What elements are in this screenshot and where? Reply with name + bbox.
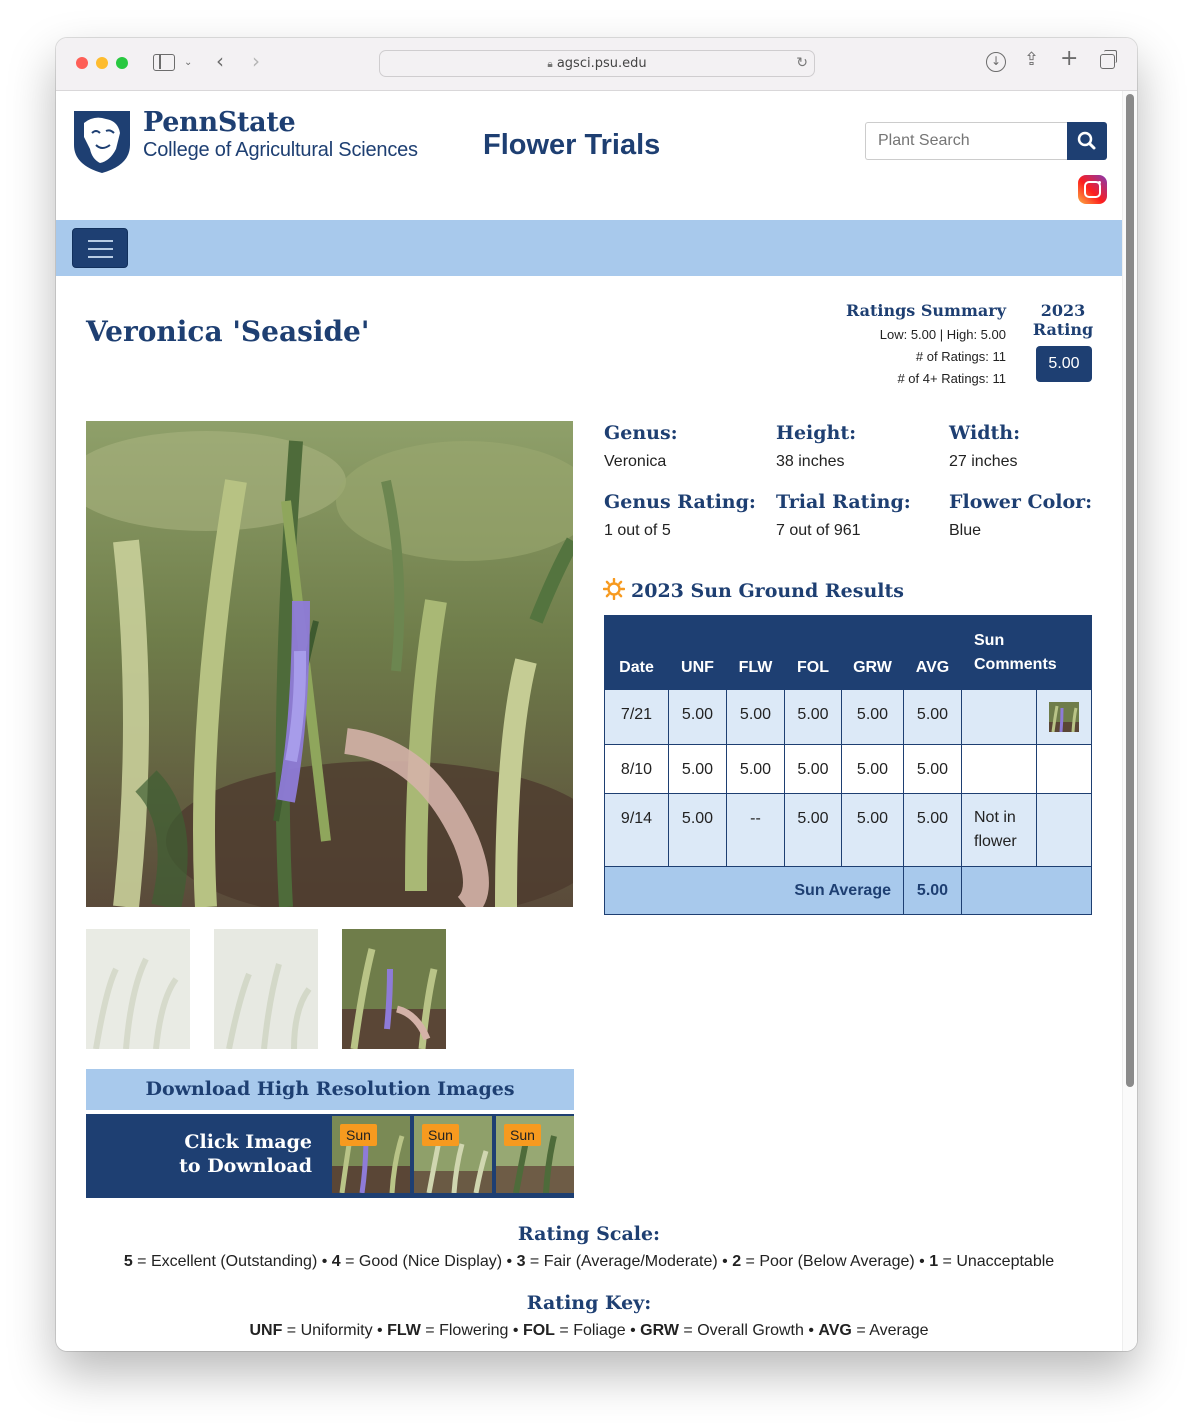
cell-comment — [962, 690, 1037, 745]
scale-desc: = Unacceptable — [938, 1253, 1055, 1270]
col-date: Date — [605, 616, 669, 690]
key-desc: = Average — [851, 1322, 929, 1339]
flower-color-label: Flower Color: — [949, 491, 1093, 513]
average-row — [605, 867, 1092, 915]
table-row — [605, 794, 1092, 867]
genus-value: Veronica — [604, 453, 667, 470]
download-image-3[interactable] — [496, 1116, 574, 1193]
table-row — [605, 745, 1092, 794]
key-abbr: AVG — [818, 1322, 852, 1339]
psu-logo[interactable] — [72, 109, 132, 175]
page-title: Veronica 'Seaside' — [86, 315, 370, 348]
reload-icon[interactable]: ↻ — [796, 55, 808, 71]
download-icon[interactable]: ↓ — [986, 52, 1006, 72]
width-value: 27 inches — [949, 453, 1018, 470]
average-value: 5.00 — [904, 867, 962, 915]
cell-avg: 5.00 — [904, 794, 962, 867]
scrollbar[interactable] — [1122, 91, 1137, 1351]
thumbnail-photo — [86, 929, 190, 1049]
year-rating-badge: 5.00 — [1036, 346, 1092, 382]
scale-desc: = Poor (Below Average) • — [741, 1253, 930, 1270]
browser-toolbar — [56, 38, 1137, 91]
cell-photo[interactable] — [1037, 690, 1092, 745]
site-title[interactable]: Flower Trials — [483, 129, 661, 161]
height-value: 38 inches — [776, 453, 845, 470]
cell-fol: 5.00 — [785, 794, 842, 867]
genus-rating-value: 1 out of 5 — [604, 522, 671, 539]
cell-avg: 5.00 — [904, 690, 962, 745]
cell-unf: 5.00 — [669, 745, 727, 794]
hamburger-bar — [88, 256, 113, 258]
cell-unf: 5.00 — [669, 690, 727, 745]
cell-comment — [962, 745, 1037, 794]
cell-photo — [1037, 794, 1092, 867]
key-desc: = Overall Growth • — [678, 1322, 819, 1339]
scale-key: 3 — [516, 1253, 526, 1270]
cell-flw: -- — [727, 794, 785, 867]
scale-key: 5 — [123, 1253, 133, 1270]
average-label: Sun Average — [605, 867, 904, 915]
cell-flw: 5.00 — [727, 745, 785, 794]
genus-label: Genus: — [604, 422, 678, 444]
zoom-window-button[interactable] — [116, 57, 128, 69]
average-empty — [962, 867, 1092, 915]
cell-grw: 5.00 — [842, 794, 904, 867]
lock-icon: 🔒︎ — [547, 59, 553, 70]
search-icon — [1067, 122, 1107, 160]
col-unf: UNF — [669, 616, 727, 690]
cell-photo — [1037, 745, 1092, 794]
col-comments-label: Comments — [974, 656, 1057, 673]
key-desc: = Flowering • — [420, 1322, 523, 1339]
back-arrow-icon[interactable]: ‹ — [216, 49, 224, 73]
chevron-down-icon[interactable]: ⌄ — [184, 57, 193, 68]
close-window-button[interactable] — [76, 57, 88, 69]
click-to-download-text — [86, 1114, 326, 1198]
key-desc: = Foliage • — [554, 1322, 641, 1339]
thumbnail-photo — [342, 929, 446, 1049]
hamburger-bar — [88, 248, 113, 250]
flower-photo — [86, 421, 573, 907]
year-rating-year: 2023 — [1040, 301, 1086, 320]
comment-line-2: flower — [974, 833, 1017, 850]
ratings-4plus-count: # of 4+ Ratings: 11 — [897, 371, 1006, 386]
year-rating-heading — [1028, 301, 1098, 339]
minimize-window-button[interactable] — [96, 57, 108, 69]
sun-results-title: 2023 Sun Ground Results — [631, 580, 904, 602]
sun-badge: Sun — [422, 1124, 459, 1146]
thumbnail-3-selected[interactable] — [342, 929, 446, 1049]
cell-date: 8/10 — [605, 745, 669, 794]
table-row — [605, 690, 1092, 745]
download-images-heading[interactable]: Download High Resolution Images — [86, 1069, 574, 1110]
scale-key: 2 — [732, 1253, 742, 1270]
scale-key: 1 — [929, 1253, 939, 1270]
sun-badge: Sun — [504, 1124, 541, 1146]
col-sun-comments — [962, 616, 1092, 690]
brand-name[interactable]: PennState — [143, 107, 296, 138]
forward-arrow-icon[interactable]: › — [252, 49, 260, 73]
shield-icon — [72, 109, 132, 175]
scrollbar-thumb[interactable] — [1126, 94, 1134, 1087]
cell-flw: 5.00 — [727, 690, 785, 745]
cell-unf: 5.00 — [669, 794, 727, 867]
search-button[interactable] — [1067, 122, 1107, 160]
col-sun-label: Sun — [974, 632, 1005, 649]
key-abbr: FOL — [522, 1322, 555, 1339]
share-icon[interactable]: ⇪ — [1024, 49, 1040, 70]
plant-search — [865, 122, 1107, 160]
new-tab-icon[interactable]: + — [1060, 46, 1079, 71]
trial-rating-label: Trial Rating: — [776, 491, 911, 513]
cell-date: 7/21 — [605, 690, 669, 745]
scale-key: 4 — [331, 1253, 341, 1270]
download-images-row — [86, 1114, 574, 1198]
rating-key-text — [56, 1322, 1122, 1340]
sun-icon — [603, 578, 625, 600]
sun-results-heading — [603, 575, 904, 602]
thumbnail-1[interactable] — [86, 929, 190, 1049]
scale-desc: = Excellent (Outstanding) • — [132, 1253, 332, 1270]
genus-rating-label: Genus Rating: — [604, 491, 756, 513]
row-photo-thumbnail[interactable] — [1049, 702, 1079, 732]
cell-grw: 5.00 — [842, 745, 904, 794]
hamburger-icon — [88, 240, 113, 242]
ratings-summary-title: Ratings Summary — [845, 301, 1006, 320]
col-flw: FLW — [727, 616, 785, 690]
download-image-2[interactable] — [414, 1116, 492, 1193]
scale-desc: = Good (Nice Display) • — [340, 1253, 517, 1270]
page-content — [56, 91, 1137, 1351]
flower-color-value: Blue — [949, 522, 982, 539]
main-plant-image[interactable] — [86, 421, 573, 907]
table-header-row — [605, 616, 1092, 690]
menu-toggle-button[interactable] — [72, 228, 128, 268]
url-text: agsci.psu.edu — [556, 56, 647, 71]
rating-scale-heading: Rating Scale: — [517, 1223, 661, 1245]
key-abbr: FLW — [387, 1322, 421, 1339]
click-text-line-2: to Download — [179, 1155, 312, 1177]
ratings-low-high: Low: 5.00 | High: 5.00 — [879, 327, 1006, 342]
key-abbr: UNF — [249, 1322, 283, 1339]
height-label: Height: — [776, 422, 857, 444]
key-desc: = Uniformity • — [282, 1322, 388, 1339]
instagram-icon[interactable] — [1078, 175, 1107, 204]
rating-key-heading: Rating Key: — [526, 1292, 652, 1314]
trial-rating-value: 7 out of 961 — [776, 522, 861, 539]
col-avg: AVG — [904, 616, 962, 690]
click-text-line-1: Click Image — [184, 1131, 312, 1153]
search-input[interactable] — [865, 122, 1068, 160]
comment-line-1: Not in — [974, 809, 1016, 826]
brand-subtitle[interactable]: College of Agricultural Sciences — [143, 139, 418, 161]
cell-fol: 5.00 — [785, 690, 842, 745]
key-abbr: GRW — [640, 1322, 679, 1339]
year-rating-label: Rating — [1032, 320, 1094, 339]
rating-scale-text — [56, 1253, 1122, 1271]
sidebar-toggle-icon[interactable] — [153, 54, 175, 71]
download-image-1[interactable] — [332, 1116, 410, 1193]
col-fol: FOL — [785, 616, 842, 690]
browser-window — [56, 38, 1137, 1351]
address-bar[interactable] — [379, 50, 815, 77]
navbar — [56, 220, 1122, 276]
results-table — [604, 615, 1092, 915]
cell-avg: 5.00 — [904, 745, 962, 794]
col-grw: GRW — [842, 616, 904, 690]
sun-badge: Sun — [340, 1124, 377, 1146]
ratings-count: # of Ratings: 11 — [915, 349, 1006, 364]
cell-comment — [962, 794, 1037, 867]
cell-grw: 5.00 — [842, 690, 904, 745]
thumbnail-photo — [214, 929, 318, 1049]
cell-date: 9/14 — [605, 794, 669, 867]
cell-fol: 5.00 — [785, 745, 842, 794]
tab-overview-icon[interactable] — [1100, 54, 1115, 69]
width-label: Width: — [949, 422, 1021, 444]
thumbnail-2[interactable] — [214, 929, 318, 1049]
scale-desc: = Fair (Average/Moderate) • — [525, 1253, 733, 1270]
